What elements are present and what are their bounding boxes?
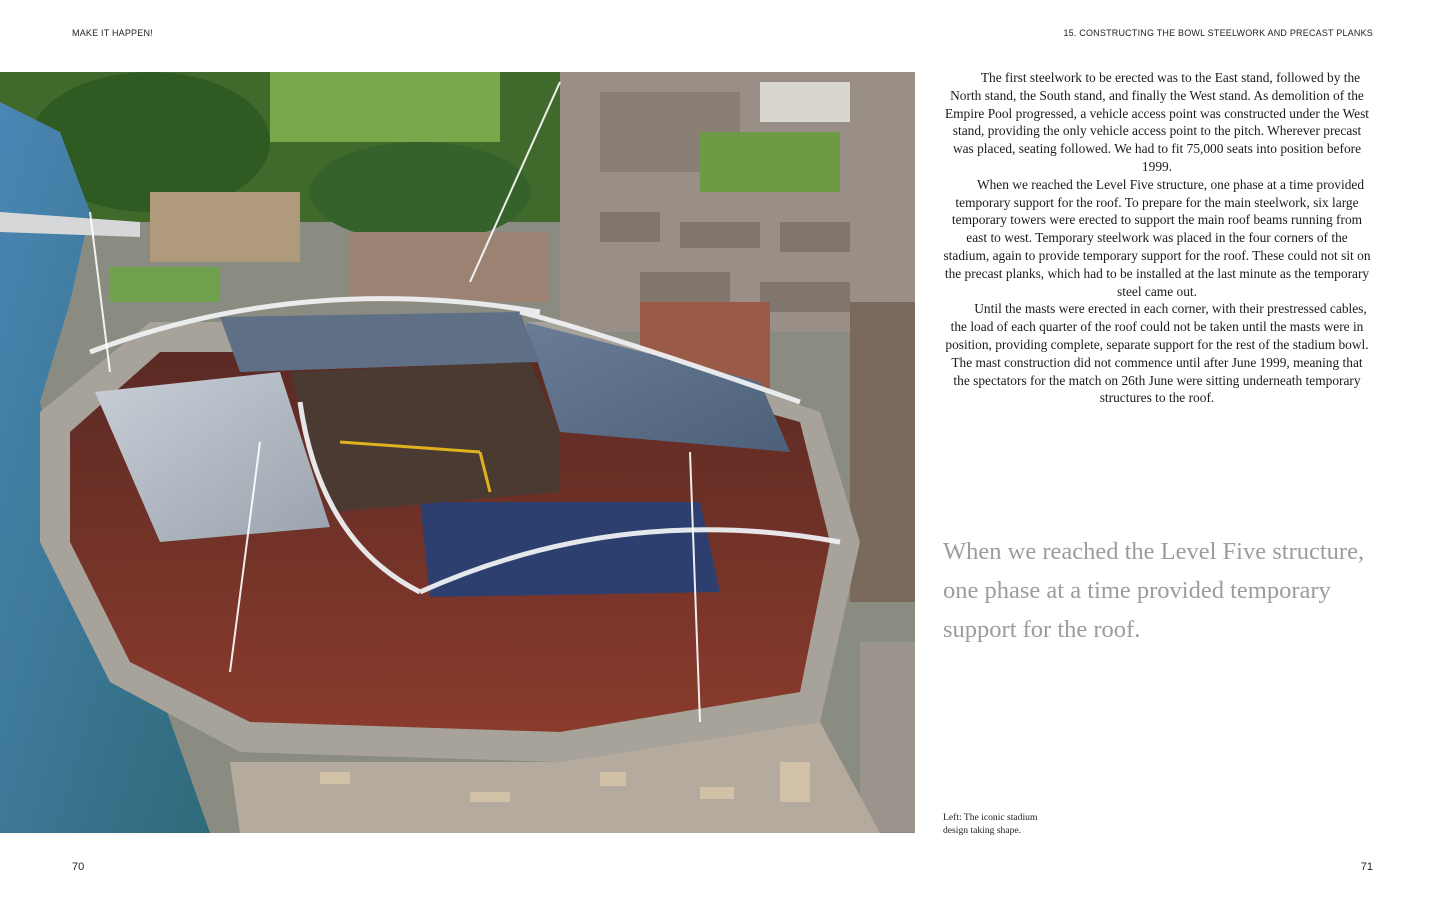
body-paragraph: The first steelwork to be erected was to the East stand, followed by the North stand, the South stand, and finally the West stand. As demolition of the Empire Pool progressed, a vehicle access point was constructed under the West stand, providing the only vehicle access point to the pitch. Wherever precast was placed, seating followed. We had to fit 75,000 seats into position before 1999. xyxy=(944,70,1370,174)
body-paragraph: Until the masts were erected in each corner, with their prestressed cables, the load of each quarter of the roof could not be taken until the masts were in position, providing complete, separate support for the rest of the stadium bowl. The mast construction did not commence until after June 1999, meaning that the spectators for the match on 26th June were sitting underneath temporary structures to the roof. xyxy=(945,301,1369,406)
body-text xyxy=(943,69,1371,407)
caption-line: Left: The iconic stadium xyxy=(943,812,1038,823)
photo-caption xyxy=(943,811,1083,837)
page-number-left: 70 xyxy=(72,861,85,873)
page-number-right: 71 xyxy=(1360,861,1373,873)
pull-quote: When we reached the Level Five structure, one phase at a time provided temporary support for the roof. xyxy=(943,538,1365,643)
stadium-construction-photo xyxy=(0,72,915,833)
running-head-right: 15. CONSTRUCTING THE BOWL STEELWORK AND PRECAST PLANKS xyxy=(1063,28,1373,38)
body-paragraph: When we reached the Level Five structure, one phase at a time provided temporary support for the roof. To prepare for the main steelwork, six large temporary towers were erected to support the main roof beams running from east to west. Temporary steelwork was placed in the four corners of the stadium, again to provide temporary support for the roof. These could not sit on the precast planks, which had to be installed at the last minute as the temporary steel came out. xyxy=(943,176,1371,299)
running-head-left: MAKE IT HAPPEN! xyxy=(72,28,153,38)
caption-line: design taking shape. xyxy=(943,825,1022,836)
